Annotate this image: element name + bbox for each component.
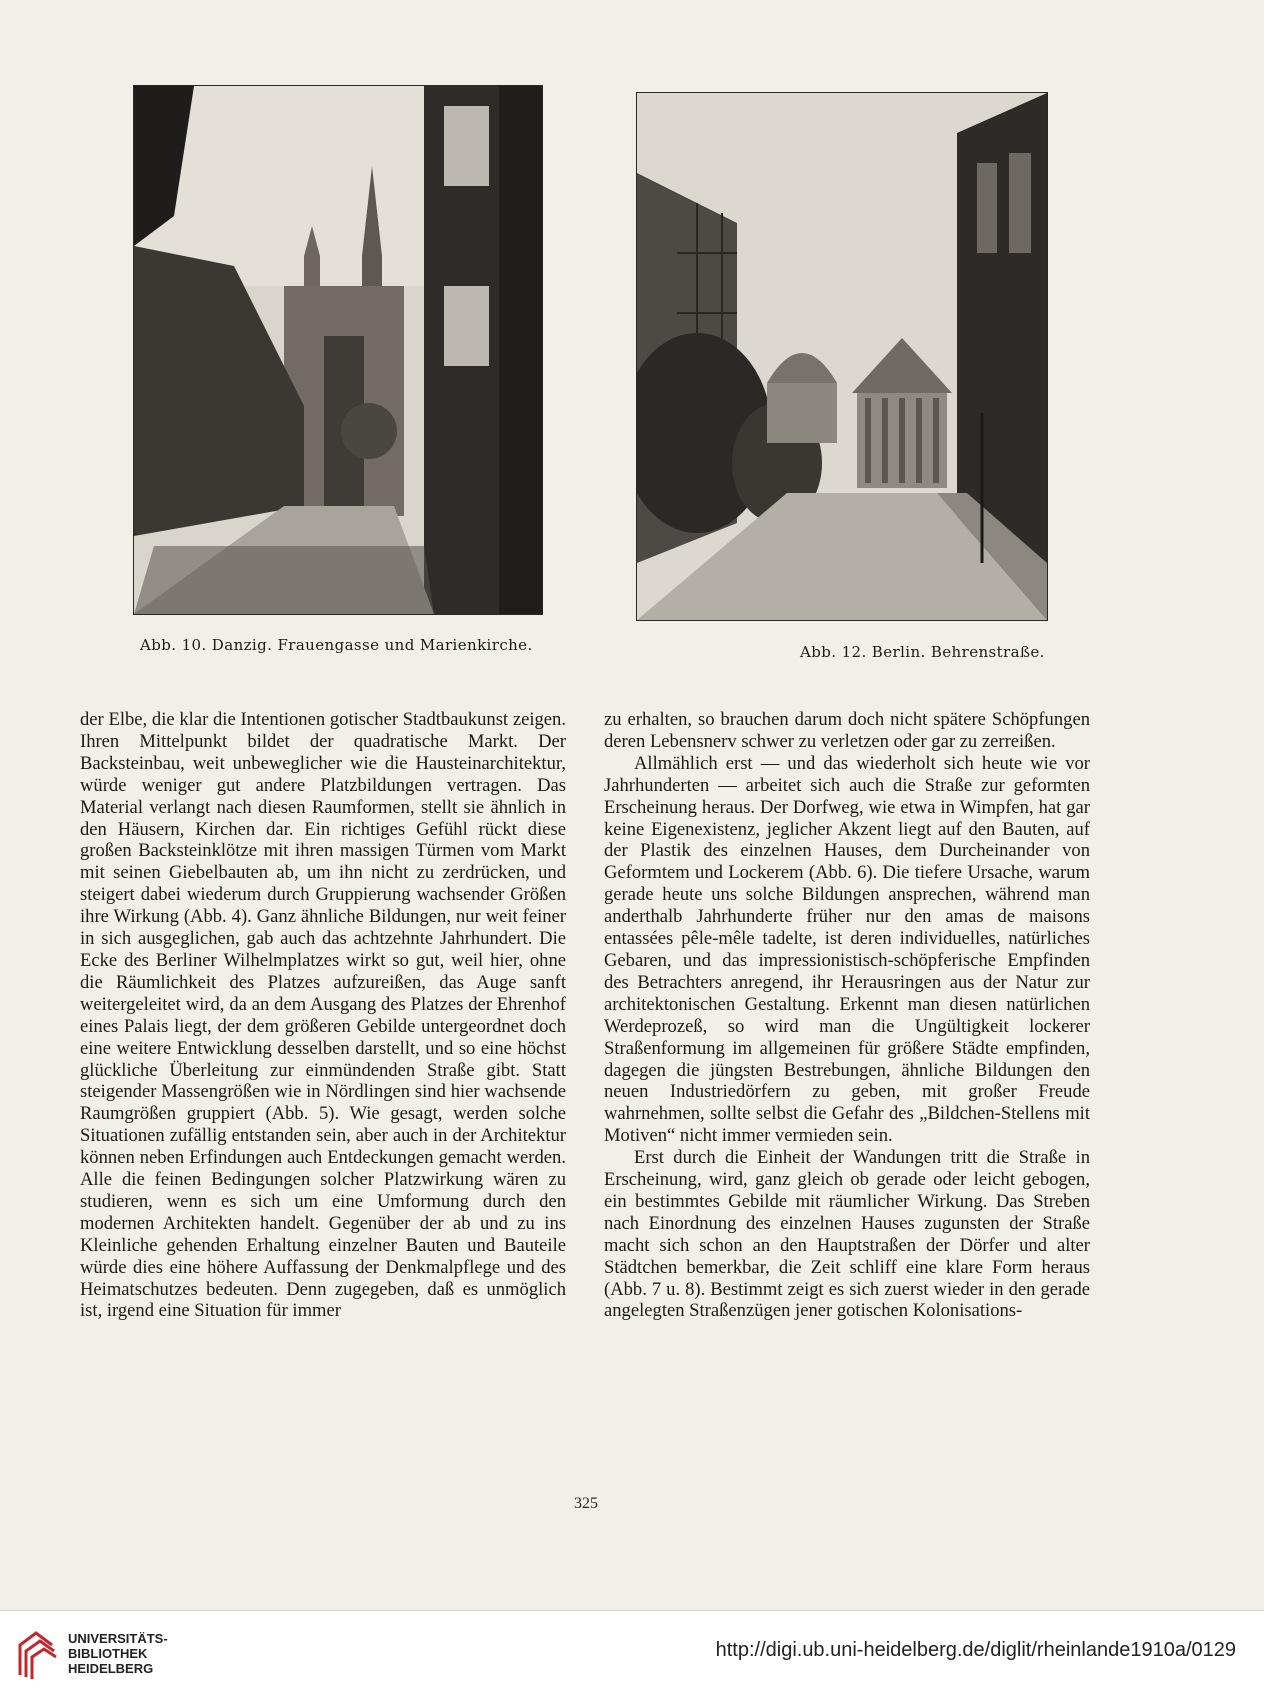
- paragraph: zu erhalten, so brauchen darum doch nicht spätere Schöpfungen deren Lebensnerv schwer zu verletzen oder gar zu zerreißen.: [604, 709, 1090, 752]
- paragraph: der Elbe, die klar die Intentionen gotischer Stadtbaukunst zeigen. Ihren Mittelpunkt bildet der quadratische Markt. Der Backsteinbau, weit unbeweglicher wie die Hausteinarchitektur, würde weniger gut andere Platzbildungen vertragen. Das Material verlangt nach diesen Raumformen, stellt sie ähnlich in den Häusern, Kirchen dar. Ein richtiges Gefühl rückt diese großen Backsteinklötze mit ihren massigen Türmen vom Markt mit seinen Giebelbauten ab, um ihn nicht zu zerdrücken, und steigert dabei wiederum durch Gruppierung wachsender Größen ihre Wirkung (Abb. 4). Ganz ähnliche Bildungen, nur weit feiner in sich ausgeglichen, gab auch das achtzehnte Jahrhundert. Die Ecke des Berliner Wilhelmplatzes wirkt so gut, weil hier, ohne die Räumlichkeit des Platzes aufzureißen, das Auge sanft weitergeleitet wird, da an dem Ausgang des Platzes der Ehrenhof eines Palais liegt, der dem größeren Gebilde untergeordnet doch eine weitere Entwicklung desselben darstellt, und so eine höchst glückliche Überleitung zur einmündenden Straße gibt. Statt steigender Massengrößen wie in Nördlingen sind hier wachsende Raumgrößen gruppiert (Abb. 5). Wie gesagt, werden solche Situationen zufällig entstanden sein, aber auch in der Architektur können neben Erfindungen auch Entdeckungen gemacht werden. Alle die feinen Bedingungen solcher Platzwirkung wären zu studieren, wenn es sich um eine Umformung durch den modernen Architekten handelt. Gegenüber der ab und zu ins Kleinliche gehenden Erhaltung einzelner Bauten und Bauteile würde dies eine höhere Auffassung der Denkmalpflege und des Heimatschutzes bedeuten. Denn zugegeben, daß es unmöglich ist, irgend eine Situation für immer: [80, 709, 566, 1322]
- source-url-link[interactable]: http://digi.ub.uni-heidelberg.de/diglit/rheinlande1910a/0129: [715, 1639, 1236, 1661]
- paragraph: Allmählich erst — und das wiederholt sich heute wie vor Jahrhunderten — arbeitet sich auch die Straße zur geformten Erscheinung heraus. Der Dorfweg, wie etwa in Wimpfen, hat gar keine Eigenexistenz, jeglicher Akzent liegt auf den Bauten, auf der Plastik des einzelnen Hauses, dem Durcheinander von Geformtem und Lockerem (Abb. 6). Die tiefere Ursache, warum gerade heute uns solche Bildungen ansprechen, während man anderthalb Jahrhunderte früher nur den amas de maisons entassées pêle-mêle tadelte, ist deren individuelles, natürliches Gebaren, und das impressionistisch-schöpferische Empfinden des Betrachters anregend, ihr Herausringen aus der Natur zur architektonischen Gestaltung. Erkennt man diesen natürlichen Werdeprozeß, so wird man die Ungültigkeit lockerer Straßenformung im allgemeinen für größere Städte empfinden, dagegen die jüngsten Bestrebungen, ähnliche Bildungen den neuen Industriedörfern zu geben, mit großer Freude wahrnehmen, sollte selbst die Gefahr des „Bildchen-Stellens mit Motiven“ nicht immer vermieden sein.: [604, 752, 1090, 1147]
- page-number: 325: [574, 1495, 598, 1512]
- figure-caption: Abb. 12. Berlin. Behrenstraße.: [800, 643, 1045, 661]
- text-column-left: [80, 709, 566, 1322]
- university-library-logo-icon: [14, 1627, 60, 1683]
- text-column-right: [604, 709, 1090, 1322]
- photo-berlin-behrenstrasse: [636, 92, 1048, 621]
- library-name: UNIVERSITÄTS- BIBLIOTHEK HEIDELBERG: [68, 1631, 168, 1676]
- photo-danzig-frauengasse: [133, 85, 543, 615]
- paragraph: Erst durch die Einheit der Wandungen tritt die Straße in Erscheinung, wird, ganz gleich ob gerade oder leicht gebogen, ein bestimmtes Gebilde mit räumlicher Wirkung. Das Streben nach Einordnung des einzelnen Hauses zugunsten der Straße macht sich schon an den Hauptstraßen der Dörfer und alter Städtchen bemerkbar, die Zeit schliff eine klare Form heraus (Abb. 7 u. 8). Bestimmt zeigt es sich zuerst wieder in den gerade angelegten Straßenzügen jener gotischen Kolonisations-: [604, 1147, 1090, 1322]
- figure-caption: Abb. 10. Danzig. Frauengasse und Marienkirche.: [140, 636, 533, 654]
- footer-bar: [0, 1610, 1264, 1701]
